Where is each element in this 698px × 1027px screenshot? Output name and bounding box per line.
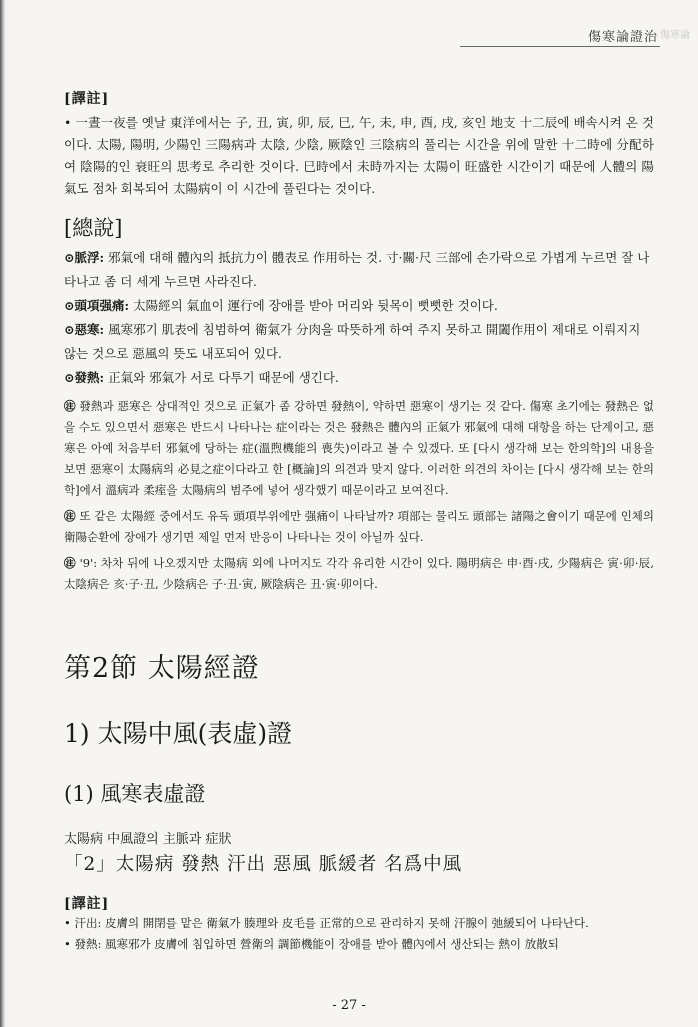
- definition-item: [64, 318, 654, 366]
- definition-item: [64, 246, 654, 294]
- definition-text: 正氣와 邪氣가 서로 다투기 때문에 생긴다.: [108, 370, 339, 385]
- definition-item: [64, 366, 654, 390]
- top-note: [64, 88, 654, 200]
- subsub-heading: (1) 風寒表虛證: [64, 782, 206, 806]
- bottom-note-item: • 汗出: 皮膚의 開閉를 맡은 衛氣가 腠理와 皮毛를 正常的으로 관리하지 못해 汗腺이 弛緩되어 나타난다.: [64, 916, 589, 930]
- commentary-item: [64, 506, 654, 548]
- note-tag: [譯註]: [64, 91, 110, 107]
- note-text: • 一晝一夜를 옛날 東洋에서는 子, 丑, 寅, 卯, 辰, 巳, 午, 未, 申, 酉, 戌, 亥인 地支 十二辰에 배속시켜 온 것이다. 太陽, 陽明, 少陽인 三陽病과 太陰, 少陰, 厥陰인 三陰病의 풀리는 시간을 위에 말한 十二時에 分配하여 陰陽的인 衰旺의 思考로 추리한 것이다. 巳時에서 未時까지는 太陽이 旺盛한 시간이기 때문에 人體의 陽氣도 점차 회복되어 太陽病이 이 시간에 풀린다는 것이다.: [64, 115, 654, 196]
- bottom-note-item: • 發熱: 風寒邪가 皮膚에 침입하면 營衛의 調節機能이 장애를 받아 體內에서 생산되는 熱이 放散되: [64, 937, 559, 951]
- definition-label: ⊙惡寒:: [64, 322, 105, 337]
- header-rule: [460, 46, 660, 47]
- definition-label: ⊙發熱:: [64, 370, 105, 385]
- page-number: - 27 -: [332, 998, 366, 1013]
- ghost-header: 傷寒論: [660, 30, 690, 41]
- classic-citation: 「2」太陽病 發熱 汗出 惡風 脈緩者 名爲中風: [64, 854, 463, 875]
- commentary-item: [64, 396, 654, 501]
- note-mark-icon: ㊟: [64, 556, 76, 570]
- commentary-text: '9': 차차 뒤에 나오겠지만 太陽病 외에 나머지도 각각 유리한 시간이 있다. 陽明病은 申·酉·戌, 少陽病은 寅·卯·辰, 太陰病은 亥·子·丑, 少陰病은 子·丑·寅, 厥陰病은 丑·寅·卯이다.: [64, 556, 655, 591]
- definition-text: 風寒邪기 肌表에 침범하여 衛氣가 分肉을 따뜻하게 하여 주지 못하고 開闔作用이 제대로 이뤄지지 않는 것으로 惡風의 뜻도 내포되어 있다.: [64, 322, 641, 361]
- page-binding-shadow: [0, 0, 6, 1027]
- commentary-list: [64, 396, 654, 595]
- definition-text: 太陽經의 氣血이 運行에 장애를 받아 머리와 뒷목이 뻣뻣한 것이다.: [133, 298, 498, 313]
- definition-item: [64, 294, 654, 318]
- bottom-note-list: [64, 913, 654, 955]
- definition-text: 邪氣에 대해 體內의 抵抗力이 體表로 作用하는 것. 寸·關·尺 三部에 손가락으로 가볍게 누르면 잘 나타나고 좀 더 세게 누르면 사라진다.: [64, 250, 650, 289]
- sub-heading: 1) 太陽中風(表虛)證: [64, 719, 293, 748]
- definition-label: ⊙頭項强痛:: [64, 298, 130, 313]
- note-mark-icon: ㊟: [64, 509, 76, 523]
- definition-label: ⊙脈浮:: [64, 250, 105, 265]
- commentary-item: [64, 553, 654, 595]
- running-header: 傷寒論證治: [587, 30, 658, 45]
- overview-title: [總說]: [64, 216, 123, 240]
- overview: [64, 212, 654, 595]
- note-mark-icon: ㊟: [64, 399, 76, 413]
- chapter-heading: 第2節 太陽經證: [64, 653, 260, 684]
- bottom-note: [64, 893, 654, 955]
- commentary-text: 發熱과 惡寒은 상대적인 것으로 正氣가 좀 강하면 發熱이, 약하면 惡寒이 생기는 것 같다. 傷寒 초기에는 發熱은 없을 수도 있으면서 惡寒은 반드시 나타나는 症이라는 것은 發熱은 體內의 正氣가 邪氣에 대해 대항을 하는 단계이고, 惡寒은 아예 처음부터 邪氣에 당하는 症(溫煦機能의 喪失)이라고 볼 수 있겠다. 또 [다시 생각해 보는 한의학]의 내용을 보면 惡寒이 太陽病의 必見之症이다라고 한 [概論]의 의견과 맞지 않다. 이러한 의견의 차이는 [다시 생각해 보는 한의학]에서 溫病과 柔痓을 太陽病의 범주에 넣어 생각했기 때문이라고 보여진다.: [64, 399, 655, 497]
- commentary-text: 또 같은 太陽經 중에서도 유독 頭項부위에만 强痛이 나타날까? 項部는 물리도 頭部는 諸陽之會이기 때문에 인체의 衛陽순환에 장애가 생기면 제일 먼저 반응이 나타나는 것이 아닐까 싶다.: [64, 509, 655, 544]
- note-tag: [譯註]: [64, 896, 110, 912]
- definition-list: [64, 246, 654, 390]
- section-caption: 太陽病 中風證의 主脈과 症狀: [64, 832, 232, 847]
